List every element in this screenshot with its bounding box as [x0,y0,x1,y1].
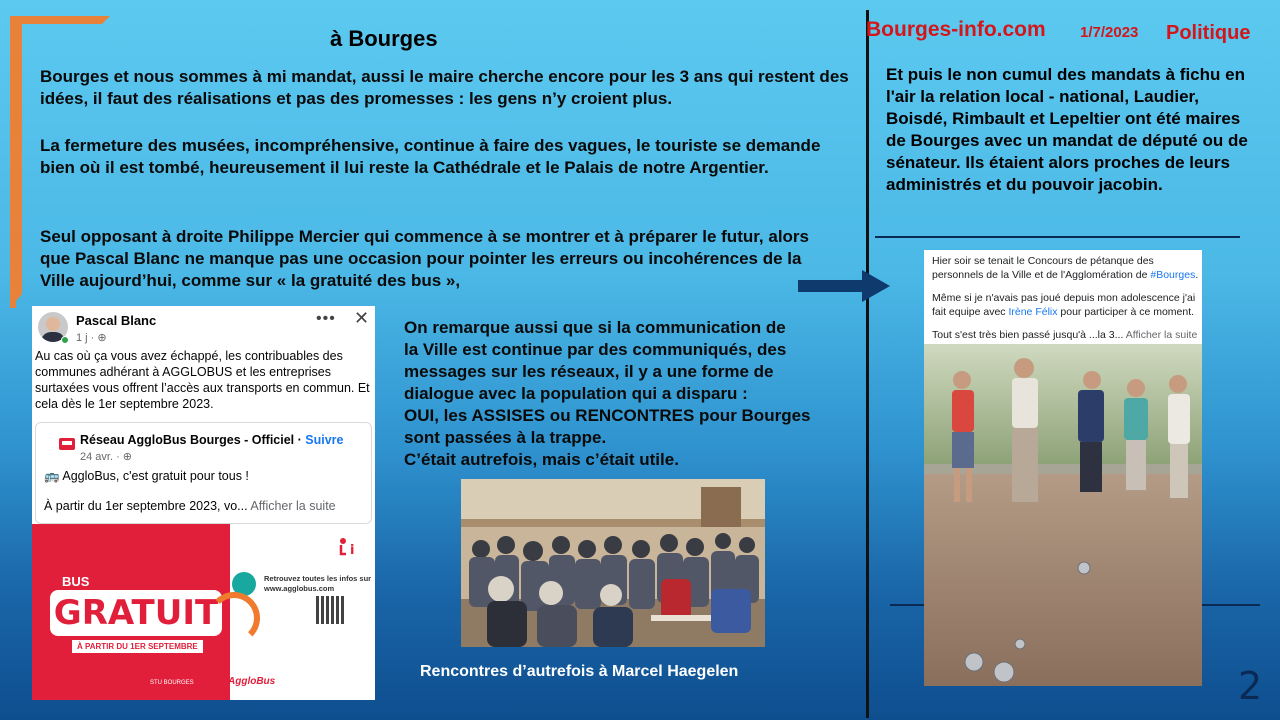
photo-caption: Rencontres d’autrefois à Marcel Haegelen [420,663,739,680]
ad-date-label: À PARTIR DU 1ER SEPTEMBRE [72,640,203,653]
paragraph-mid-mandate: Bourges et nous sommes à mi mandat, aussi le maire cherche encore pour les 3 ans qui restent des idées, il faut des réalisations et pas des promesses : les gens n’y croient plus. [40,67,849,108]
publication-date: 1/7/2023 [1080,24,1139,41]
ad-gratuit-label: GRATUIT [50,590,222,636]
vertical-divider [866,10,869,718]
hashtag-link: #Bourges [1150,269,1196,281]
communication-line: OUI, les ASSISES ou RENCONTRES pour Bourges [404,406,811,425]
petanque-post-screenshot [924,250,1202,686]
post-paragraph: Même si je n'avais pas joué depuis mon adolescence j'ai fait equipe avec Irène Félix pour participer à ce moment. [932,292,1196,318]
more-options-icon: ••• [316,310,336,327]
ad-footer-stu: STU BOURGES [150,680,194,686]
ad-info-text: Retrouvez toutes les infos sur www.agglobus.com [264,574,372,593]
agglobus-logo-icon [58,435,76,453]
facebook-post-screenshot [32,306,375,700]
show-more-link: Afficher la suite [1125,329,1198,341]
svg-text:i: i [350,543,355,558]
shared-post [35,422,372,524]
section-label: Politique [1166,22,1251,44]
paragraph-opposition: Seul opposant à droite Philippe Mercier qui commence à se montrer et à préparer le futur, alors que Pascal Blanc ne manque pas une occasion pour pointer les erreurs ou incohérences de la Ville aujourd’hui, comme sur « la gratuité des bus », [40,227,809,290]
communication-line: la Ville est continue par des communiqués, des [404,340,787,359]
shared-line-2: À partir du 1er septembre 2023, vo... Afficher la suite [44,499,336,513]
post-header [32,306,375,350]
globe-icon: ⊕ [97,332,107,344]
site-name: Bourges-info.com [866,18,1046,41]
shared-line-1: 🚌 AggloBus, c'est gratuit pour tous ! [44,469,249,483]
accessibility-info-icon [332,532,362,562]
communication-line: On remarque aussi que si la communication de [404,318,786,337]
right-arrow-icon [798,270,890,302]
show-more-link: Afficher la suite [250,499,336,513]
bus-icon: 🚌 [44,469,60,483]
ad-footer-logo: AggloBus [228,676,276,687]
shared-page-name: Réseau AggloBus Bourges - Officiel · Suivre [80,433,344,447]
orange-ring-decoration [208,592,260,644]
post-text: Au cas où ça vous avez échappé, les contribuables des communes adhérant à AGGLOBUS et les entreprises surtaxées vous offrent l’accès aux transports en commun. Et cela dès le 1er septembre 2023. [35,349,370,411]
ad-bus-label: BUS [62,574,90,589]
petanque-photo [924,344,1202,686]
horizontal-rule [875,236,1240,238]
bus-gratuit-ad [32,524,375,700]
follow-link: Suivre [305,433,344,447]
online-status-icon [61,336,69,344]
meeting-photo [461,479,765,647]
page-number: 2 [1238,664,1263,708]
post-paragraph: Hier soir se tenait le Concours de pétanque des personnels de la Ville et de l'Agglomération de #Bourges. [932,255,1199,281]
post-text [932,254,1200,351]
post-paragraph: Tout s'est très bien passé jusqu'à ...la 3... Afficher la suite [932,329,1198,341]
communication-line: messages sur les réseaux, il y a une forme de [404,362,774,381]
communication-line: C’était autrefois, mais c’était utile. [404,450,679,469]
orange-bracket-decoration [10,16,30,308]
communication-line: dialogue avec la population qui a disparu : [404,384,748,403]
paragraph-communication [404,317,844,471]
paragraph-cumul-mandats: Et puis le non cumul des mandats à fichu en l'air la relation local - national, Laudier, Boisdé, Rimbault et Lepeltier ont été maires de Bourges avec un mandat de député ou de sénateur. Ils étaient alors proches de leurs administrés et du pouvoir jacobin. [886,65,1248,194]
post-time: 1 j · ⊕ [76,332,107,344]
communication-line: sont passées à la trappe. [404,428,607,447]
paragraph-museums: La fermeture des musées, incompréhensive, continue à faire des vagues, le touriste se demande bien où il est tombé, heureusement il lui reste la Cathédrale et le Palais de notre Argentier. [40,136,821,177]
globe-icon: ⊕ [122,451,133,463]
mention-link: Irène Félix [1008,306,1058,318]
close-icon: ✕ [354,308,370,328]
qr-code-icon [316,596,344,624]
shared-time: 24 avr. · ⊕ [80,451,133,463]
post-author: Pascal Blanc [76,313,157,328]
slide-title: à Bourges [330,26,438,51]
